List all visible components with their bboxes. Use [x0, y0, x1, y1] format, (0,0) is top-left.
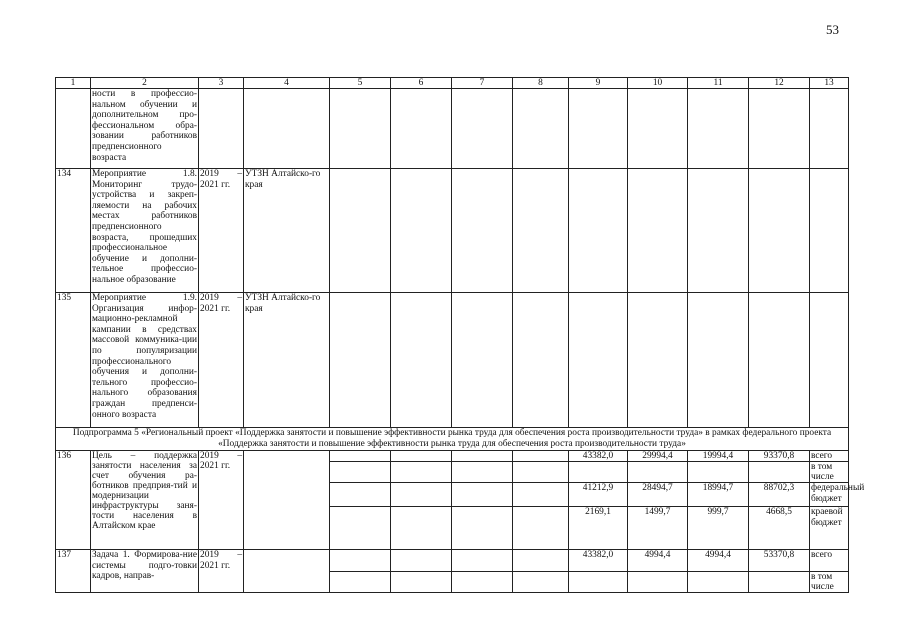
- fin-value: 88702,3: [749, 483, 810, 507]
- row-text: Мероприятие 1.9. Организация инфор-мационно-рекламной кампании в средствах массовой коммуника-ции по популяризации профессионального обучения и дополни-тельного профессио-нального образования граждан предпенси-онного возраста: [91, 293, 199, 428]
- fin-value: 999,7: [688, 507, 749, 550]
- fin-value: 43382,0: [569, 550, 628, 572]
- fin-source: краевой бюджет: [810, 507, 849, 550]
- table-row-135: [56, 293, 849, 428]
- page-number: 53: [826, 22, 839, 37]
- fin-value: 29994,4: [628, 451, 688, 462]
- column-header: 4: [244, 78, 330, 89]
- row-period: 2019 – 2021 гг.: [199, 293, 244, 428]
- row-executor: УТЗН Алтайско-го края: [244, 169, 330, 293]
- row-text: Мероприятие 1.8. Мониторинг трудо-устройства и закреп-ляемости на рабочих местах работников предпенсионного возраста, прошедших профессиональное обучение и дополни-тельное профессио-нальное образование: [91, 169, 199, 293]
- fin-value: 53370,8: [749, 550, 810, 572]
- row-number: 136: [56, 451, 91, 550]
- table-row-continuation: [56, 89, 849, 169]
- fin-source: всего: [810, 550, 849, 572]
- column-header: 3: [199, 78, 244, 89]
- row-number: 134: [56, 169, 91, 293]
- fin-value: 4994,4: [688, 550, 749, 572]
- column-header: 9: [569, 78, 628, 89]
- fin-value: 2169,1: [569, 507, 628, 550]
- fin-value: 43382,0: [569, 451, 628, 462]
- column-header: 5: [330, 78, 391, 89]
- column-header: 11: [688, 78, 749, 89]
- fin-value: 4668,5: [749, 507, 810, 550]
- fin-value: 1499,7: [628, 507, 688, 550]
- program-table: [55, 77, 865, 593]
- table-header-row: [56, 78, 849, 89]
- column-header: 8: [513, 78, 569, 89]
- row-number: 137: [56, 550, 91, 593]
- table-row-134: [56, 169, 849, 293]
- fin-source: федеральный бюджет: [810, 483, 849, 507]
- row-executor: УТЗН Алтайско-го края: [244, 293, 330, 428]
- column-header: 1: [56, 78, 91, 89]
- fin-value: 41212,9: [569, 483, 628, 507]
- subprogram-row: [56, 428, 849, 451]
- column-header: 7: [452, 78, 513, 89]
- fin-source: всего: [810, 451, 849, 462]
- column-header: 13: [810, 78, 849, 89]
- fin-source: в том числе: [810, 462, 849, 483]
- fin-value: 4994,4: [628, 550, 688, 572]
- row-period: 2019 – 2021 гг.: [199, 550, 244, 593]
- row-period: 2019 – 2021 гг.: [199, 451, 244, 550]
- row-text: Задача 1. Формирова-ние системы подго-товки кадров, направ-: [91, 550, 199, 593]
- fin-source: в том числе: [810, 572, 849, 593]
- row-number: 135: [56, 293, 91, 428]
- column-header: 2: [91, 78, 199, 89]
- column-header: 10: [628, 78, 688, 89]
- fin-value: 93370,8: [749, 451, 810, 462]
- table-row-137: [56, 550, 849, 572]
- row-text: ности в профессио-нальном обучении и дополнительном про-фессиональном обра-зовании работников предпенсионного возраста: [91, 89, 199, 169]
- column-header: 12: [749, 78, 810, 89]
- fin-value: 18994,7: [688, 483, 749, 507]
- row-text: Цель – поддержка занятости населения за счет обучения ра-ботников предприя-тий и модернизации инфраструктуры заня-тости населения в Алтайском крае: [91, 451, 199, 550]
- fin-value: 19994,4: [688, 451, 749, 462]
- subprogram-title: Подпрограмма 5 «Региональный проект «Поддержка занятости и повышение эффективности рынка труда для обеспечения роста производительности труда» в рамках федерального проекта «Поддержка занятости и повышение эффективности рынка труда для обеспечения роста производительности труда»: [56, 428, 849, 451]
- fin-value: 28494,7: [628, 483, 688, 507]
- row-period: 2019 – 2021 гг.: [199, 169, 244, 293]
- table-row-136: [56, 451, 849, 462]
- column-header: 6: [391, 78, 452, 89]
